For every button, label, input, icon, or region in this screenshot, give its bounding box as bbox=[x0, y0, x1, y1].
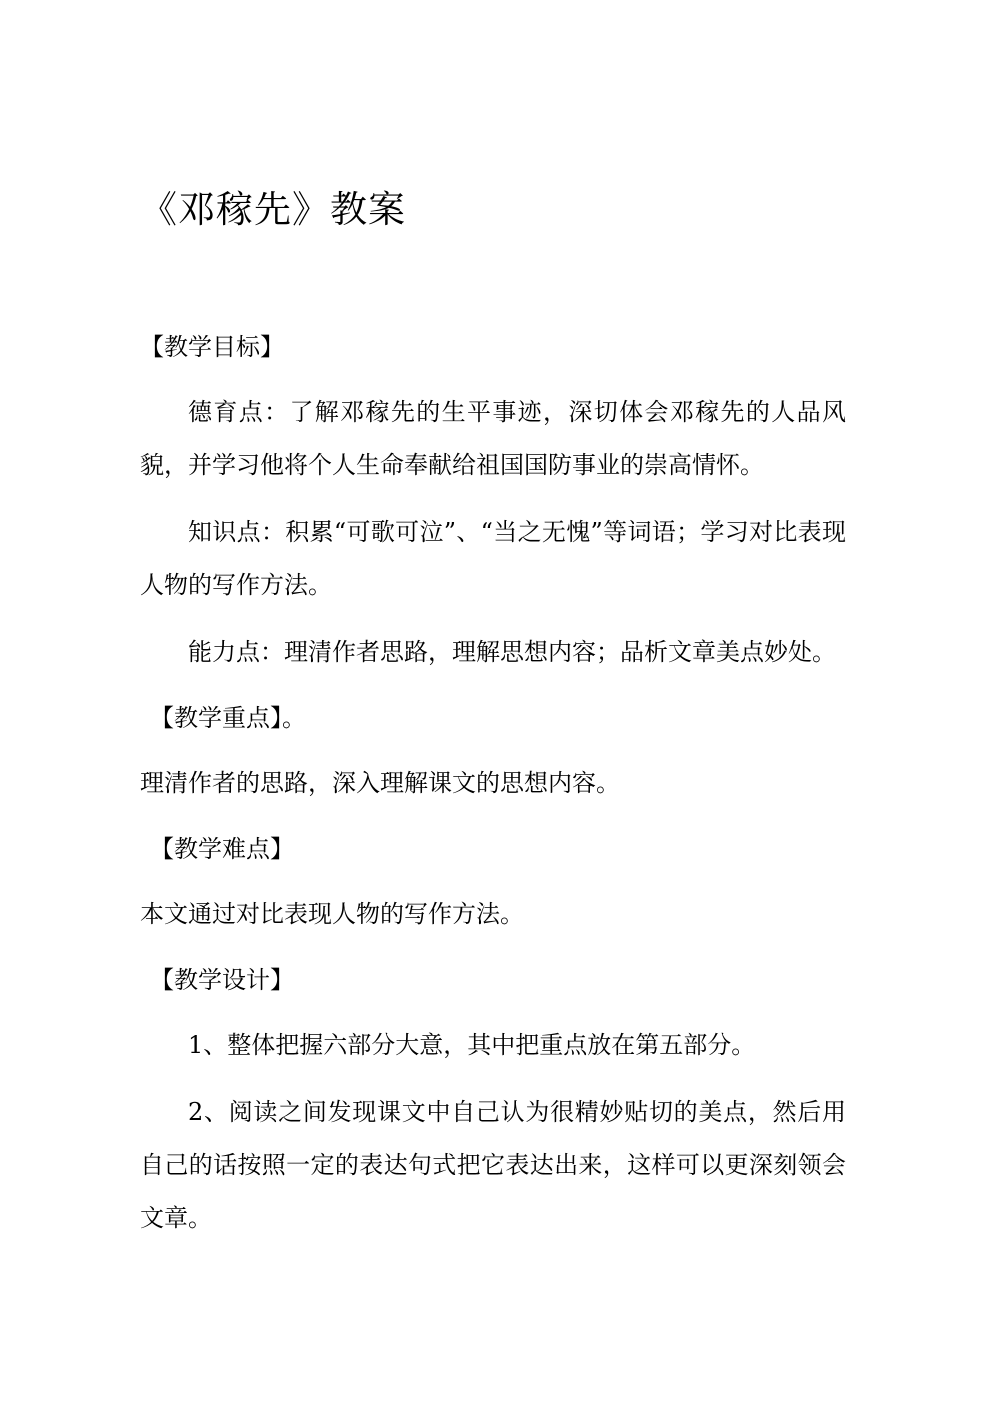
section-teaching-focus bbox=[140, 701, 846, 810]
page-title: 《邓稼先》教案 bbox=[140, 188, 406, 231]
paragraph-teaching-difficulty-body: 本文通过对比表现人物的写作方法。 bbox=[140, 900, 524, 928]
spacer bbox=[140, 364, 846, 386]
paragraph-design-item-2: 2、阅读之间发现课文中自己认为很精妙贴切的美点，然后用自己的话按照一定的表达句式把它表达出来，这样可以更深刻领会文章。 bbox=[140, 1098, 846, 1232]
section-heading: 【教学重点】。 bbox=[150, 704, 306, 732]
spacer bbox=[140, 997, 846, 1019]
spacer bbox=[140, 1072, 846, 1086]
spacer bbox=[140, 735, 846, 757]
section-heading: 【教学目标】 bbox=[140, 333, 284, 361]
section-teaching-design bbox=[140, 963, 846, 1245]
paragraph-ability-point: 能力点：理清作者思路，理解思想内容；品析文章美点妙处。 bbox=[188, 638, 836, 666]
document-body bbox=[140, 0, 846, 1245]
spacer bbox=[140, 679, 846, 701]
paragraph-knowledge-point: 知识点：积累“可歌可泣”、“当之无愧”等词语；学习对比表现人物的写作方法。 bbox=[140, 518, 846, 599]
spacer bbox=[140, 941, 846, 963]
section-teaching-difficulty bbox=[140, 832, 846, 941]
title-spacer bbox=[140, 232, 846, 330]
spacer bbox=[140, 492, 846, 506]
spacer bbox=[140, 866, 846, 888]
spacer bbox=[140, 612, 846, 626]
paragraph-moral-point: 德育点：了解邓稼先的生平事迹，深切体会邓稼先的人品风貌，并学习他将个人生命奉献给祖国国防事业的崇高情怀。 bbox=[140, 398, 846, 479]
section-heading: 【教学难点】 bbox=[150, 835, 294, 863]
paragraph-design-item-1: 1、整体把握六部分大意，其中把重点放在第五部分。 bbox=[188, 1031, 756, 1059]
section-heading: 【教学设计】 bbox=[150, 966, 294, 994]
spacer bbox=[140, 810, 846, 832]
section-teaching-goals bbox=[140, 330, 846, 679]
paragraph-teaching-focus-body: 理清作者的思路，深入理解课文的思想内容。 bbox=[140, 769, 620, 797]
